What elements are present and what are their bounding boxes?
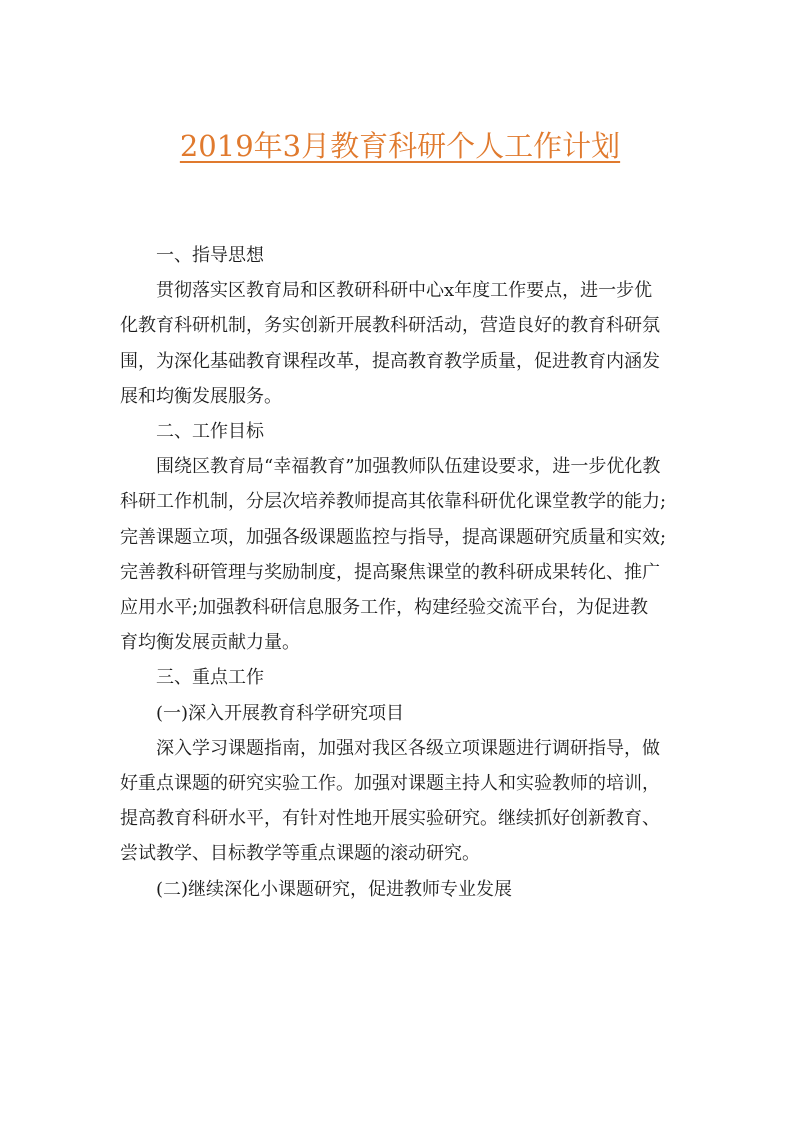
section-heading-work-goals: 二、工作目标 bbox=[156, 421, 264, 443]
paragraph-research-projects: 深入学习课题指南，加强对我区各级立项课题进行调研指导，做 好重点课题的研究实验工作。加强对课题主持人和实验教师的培训， 提高教育科研水平，有针对性地开展实验研究。继续抓好创新教育、 尝试教学、目标教学等重点课题的滚动研究。 bbox=[120, 737, 660, 865]
paragraph-guiding-ideology: 贯彻落实区教育局和区教研科研中心x年度工作要点，进一步优 化教育科研机制，务实创新开展教科研活动，营造良好的教育科研氛 围，为深化基础教育课程改革，提高教育教学质量，促进教育内涵发 展和均衡发展服务。 bbox=[120, 280, 660, 407]
document-body bbox=[120, 238, 686, 907]
document-title: 2019年3月教育科研个人工作计划 bbox=[179, 129, 621, 163]
subheading-small-topic-research: (二)继续深化小课题研究，促进教师专业发展 bbox=[156, 878, 513, 900]
section-heading-key-work: 三、重点工作 bbox=[156, 667, 264, 689]
subheading-research-projects: (一)深入开展教育科学研究项目 bbox=[156, 702, 405, 724]
paragraph-work-goals: 围绕区教育局“幸福教育”加强教师队伍建设要求，进一步优化教 科研工作机制，分层次培养教师提高其依靠科研优化课堂教学的能力; 完善课题立项，加强各级课题监控与指导，提高课题研究质量和实效; 完善教科研管理与奖励制度，提高聚焦课堂的教科研成果转化、推广 应用水平;加强教科研信息服务工作，构建经验交流平台，为促进教 育均衡发展贡献力量。 bbox=[120, 456, 667, 654]
section-heading-guiding-ideology: 一、指导思想 bbox=[156, 245, 264, 266]
